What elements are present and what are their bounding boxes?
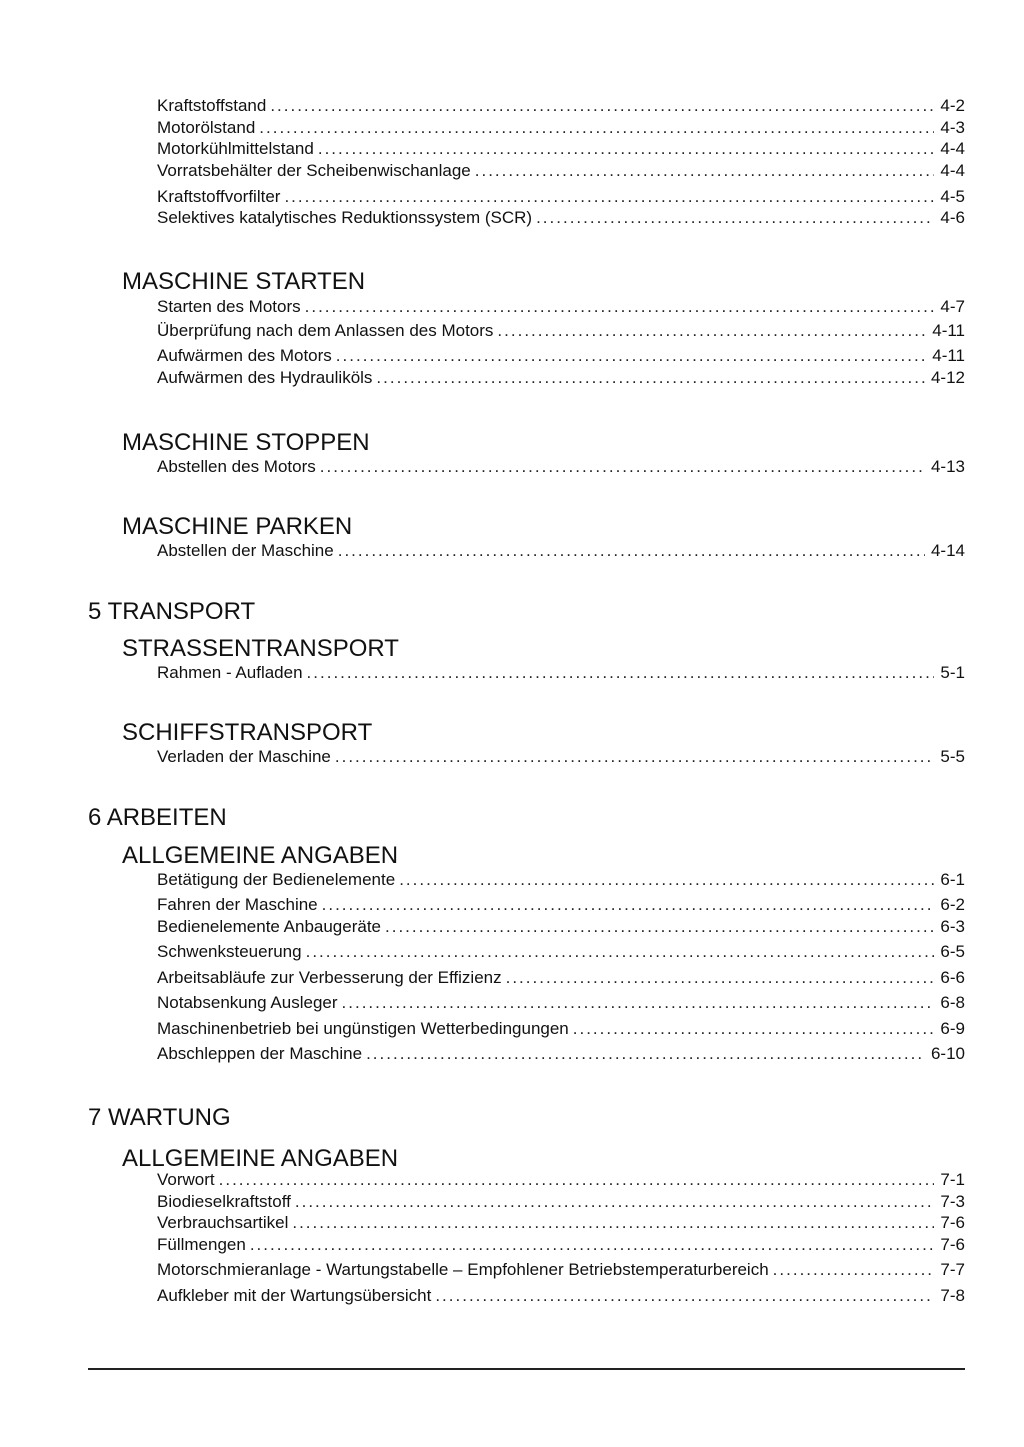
toc-entry-label: Verladen der Maschine xyxy=(157,747,331,766)
section-heading: SCHIFFSTRANSPORT xyxy=(122,719,373,746)
toc-entry-label: Abschleppen der Maschine xyxy=(157,1044,363,1063)
section-heading: MASCHINE STARTEN xyxy=(122,268,366,295)
section-heading: ALLGEMEINE ANGABEN xyxy=(122,842,399,869)
toc-entry-page: 4-12 xyxy=(930,368,965,387)
toc-entry[interactable] xyxy=(157,456,965,478)
chapter-heading: 5 TRANSPORT xyxy=(88,598,256,625)
toc-entry-label: Überprüfung nach dem Anlassen des Motors xyxy=(157,321,494,340)
toc-entry[interactable] xyxy=(157,1212,965,1234)
leader-dots xyxy=(250,1234,935,1256)
toc-entry-label: Verbrauchsartikel xyxy=(157,1213,289,1232)
leader-dots xyxy=(292,1212,934,1234)
toc-entry-label: Abstellen des Motors xyxy=(157,457,316,476)
toc-entry-label: Vorwort xyxy=(157,1170,215,1189)
leader-dots xyxy=(322,894,935,916)
leader-dots xyxy=(335,746,935,768)
toc-entry-page: 4-11 xyxy=(932,321,965,340)
toc-entry-label: Selektives katalytisches Reduktionssystem (SCR) xyxy=(157,208,533,227)
toc-entry-label: Biodieselkraftstoff xyxy=(157,1192,291,1211)
toc-entry[interactable] xyxy=(157,320,965,342)
toc-entry-label: Füllmengen xyxy=(157,1235,246,1254)
toc-entry-label: Bedienelemente Anbaugeräte xyxy=(157,917,382,936)
toc-entry[interactable] xyxy=(157,746,965,768)
toc-entry-label: Aufwärmen des Hydrauliköls xyxy=(157,368,373,387)
toc-entry-label: Fahren der Maschine xyxy=(157,895,318,914)
leader-dots xyxy=(342,992,935,1014)
toc-entry-label: Motorschmieranlage - Wartungstabelle – Empfohlener Betriebstemperaturbereich xyxy=(157,1260,769,1279)
toc-entry-label: Aufkleber mit der Wartungsübersicht xyxy=(157,1286,432,1305)
toc-entry[interactable] xyxy=(157,296,965,318)
leader-dots xyxy=(307,662,935,684)
toc-entry-page: 6-9 xyxy=(940,1019,965,1038)
toc-entry-page: 4-13 xyxy=(930,457,965,476)
toc-entry[interactable] xyxy=(157,992,965,1014)
leader-dots xyxy=(270,95,934,117)
toc-entry-page: 7-8 xyxy=(940,1286,965,1305)
toc-entry-label: Kraftstoffstand xyxy=(157,96,267,115)
leader-dots xyxy=(773,1259,935,1281)
toc-entry-page: 4-14 xyxy=(930,541,965,560)
toc-entry-label: Betätigung der Bedienelemente xyxy=(157,870,396,889)
toc-entry[interactable] xyxy=(157,367,965,389)
toc-entry[interactable] xyxy=(157,540,965,562)
toc-entry-page: 7-7 xyxy=(940,1260,965,1279)
section-heading: MASCHINE STOPPEN xyxy=(122,429,370,456)
toc-entry[interactable] xyxy=(157,1191,965,1213)
leader-dots xyxy=(219,1169,935,1191)
toc-entry-page: 4-4 xyxy=(940,161,965,180)
toc-entry-page: 7-6 xyxy=(940,1213,965,1232)
toc-entry-page: 7-3 xyxy=(940,1192,965,1211)
toc-entry[interactable] xyxy=(157,186,965,208)
leader-dots xyxy=(336,345,926,367)
toc-entry[interactable] xyxy=(157,869,965,891)
section-heading: ALLGEMEINE ANGABEN xyxy=(122,1145,399,1172)
leader-dots xyxy=(573,1018,935,1040)
leader-dots xyxy=(497,320,926,342)
toc-entry[interactable] xyxy=(157,894,965,916)
toc-entry-page: 5-5 xyxy=(940,747,965,766)
toc-entry-label: Maschinenbetrieb bei ungünstigen Wetterbedingungen xyxy=(157,1019,569,1038)
toc-entry[interactable] xyxy=(157,1018,965,1040)
section-heading: MASCHINE PARKEN xyxy=(122,513,353,540)
toc-entry-label: Starten des Motors xyxy=(157,297,301,316)
leader-dots xyxy=(305,296,935,318)
toc-entry-page: 4-11 xyxy=(932,346,965,365)
toc-entry-page: 6-2 xyxy=(940,895,965,914)
toc-entry[interactable] xyxy=(157,1234,965,1256)
toc-entry-page: 7-1 xyxy=(940,1170,965,1189)
toc-entry[interactable] xyxy=(157,95,965,117)
toc-entry-page: 4-3 xyxy=(940,118,965,137)
toc-entry[interactable] xyxy=(157,1043,965,1065)
toc-entry-label: Aufwärmen des Motors xyxy=(157,346,332,365)
toc-entry[interactable] xyxy=(157,1169,965,1191)
toc-entry[interactable] xyxy=(157,967,965,989)
toc-entry-label: Kraftstoffvorfilter xyxy=(157,187,281,206)
toc-entry[interactable] xyxy=(157,207,965,229)
toc-entry-label: Schwenksteuerung xyxy=(157,942,302,961)
toc-entry[interactable] xyxy=(157,1285,965,1307)
toc-entry[interactable] xyxy=(157,662,965,684)
toc-entry[interactable] xyxy=(157,160,965,182)
leader-dots xyxy=(376,367,925,389)
toc-entry-label: Arbeitsabläufe zur Verbesserung der Effizienz xyxy=(157,968,502,987)
toc-entry[interactable] xyxy=(157,916,965,938)
toc-entry[interactable] xyxy=(157,345,965,367)
footer-rule xyxy=(88,1368,965,1370)
leader-dots xyxy=(435,1285,934,1307)
leader-dots xyxy=(318,138,935,160)
toc-entry[interactable] xyxy=(157,1259,965,1281)
toc-entry-label: Motorölstand xyxy=(157,118,256,137)
toc-entry-label: Vorratsbehälter der Scheibenwischanlage xyxy=(157,161,471,180)
toc-entry-page: 4-5 xyxy=(940,187,965,206)
toc-entry-page: 4-6 xyxy=(940,208,965,227)
leader-dots xyxy=(399,869,934,891)
leader-dots xyxy=(506,967,935,989)
toc-entry-label: Abstellen der Maschine xyxy=(157,541,334,560)
toc-entry-label: Notabsenkung Ausleger xyxy=(157,993,338,1012)
toc-entry[interactable] xyxy=(157,941,965,963)
leader-dots xyxy=(385,916,934,938)
toc-entry-page: 6-6 xyxy=(940,968,965,987)
leader-dots xyxy=(259,117,934,139)
toc-entry-label: Motorkühlmittelstand xyxy=(157,139,314,158)
toc-entry-page: 7-6 xyxy=(940,1235,965,1254)
toc-entry-page: 6-8 xyxy=(940,993,965,1012)
toc-entry[interactable] xyxy=(157,138,965,160)
toc-entry-page: 4-4 xyxy=(940,139,965,158)
chapter-heading: 6 ARBEITEN xyxy=(88,804,227,831)
leader-dots xyxy=(475,160,935,182)
toc-entry-page: 6-5 xyxy=(940,942,965,961)
leader-dots xyxy=(306,941,935,963)
leader-dots xyxy=(320,456,925,478)
leader-dots xyxy=(338,540,925,562)
leader-dots xyxy=(536,207,934,229)
toc-entry-page: 6-3 xyxy=(940,917,965,936)
toc-entry-page: 6-10 xyxy=(930,1044,965,1063)
toc-entry-page: 4-2 xyxy=(940,96,965,115)
leader-dots xyxy=(284,186,934,208)
toc-entry-page: 5-1 xyxy=(940,663,965,682)
toc-entry-page: 4-7 xyxy=(940,297,965,316)
chapter-heading: 7 WARTUNG xyxy=(88,1104,231,1131)
leader-dots xyxy=(295,1191,935,1213)
leader-dots xyxy=(366,1043,925,1065)
toc-entry-label: Rahmen - Aufladen xyxy=(157,663,303,682)
toc-entry-page: 6-1 xyxy=(940,870,965,889)
section-heading: STRASSENTRANSPORT xyxy=(122,635,399,662)
toc-entry[interactable] xyxy=(157,117,965,139)
